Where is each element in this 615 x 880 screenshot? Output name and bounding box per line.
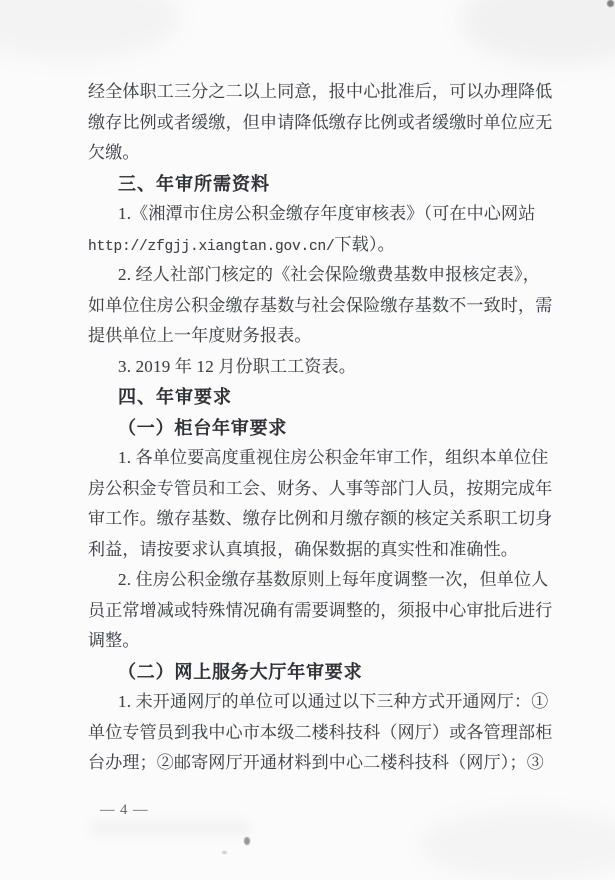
list-item-line: 2. 住房公积金缴存基数原则上每年度调整一次，但单位人 (118, 570, 549, 589)
body-line: 提供单位上一年度财务报表。 (88, 326, 312, 345)
scan-dot-bottom-2 (222, 851, 227, 854)
body-line: 欠缴。 (88, 143, 140, 162)
body-line: 单位专管员到我中心市本级二楼科技科（网厅）或各管理部柜 (88, 722, 553, 742)
scan-noise-top-left (0, 0, 180, 60)
scan-dot-bottom (244, 837, 250, 845)
subsection-heading-2: （二）网上服务大厅年审要求 (118, 661, 363, 682)
section-heading-4: 四、年审要求 (118, 387, 232, 407)
body-line: 调整。 (88, 631, 140, 650)
list-item-line: 2. 经人社部门核定的《社会保险缴费基数申报核定表》， (118, 265, 540, 284)
page-number: — 4 — (100, 802, 149, 818)
subsection-heading-1: （一）柜台年审要求 (118, 417, 288, 438)
list-item-line: 1. 未开通网厅的单位可以通过以下三种方式开通网厅：① (118, 692, 549, 711)
body-line: 员正常增减或特殊情况确有需要调整的，须报中心审批后进行 (88, 600, 553, 620)
url-suffix-text: 下载）。 (334, 234, 395, 254)
url-line (88, 230, 558, 261)
body-line: 利益，请按要求认真填报，确保数据的真实性和准确性。 (88, 539, 518, 559)
scan-speck-top-right (607, 0, 614, 7)
section-heading-3: 三、年审所需资料 (118, 173, 270, 194)
body-line: 台办理；②邮寄网厅开通材料到中心二楼科技科（网厅）；③ (88, 753, 544, 772)
body-line: 缴存比例或者缓缴，但申请降低缴存比例或者缓缴时单位应无 (88, 112, 553, 132)
scan-noise-top-right (460, 0, 615, 65)
list-item-line: 3. 2019 年 12 月份职工工资表。 (118, 356, 356, 376)
text-column (88, 77, 558, 779)
body-line: 审工作。缴存基数、缴存比例和月缴存额的核定关系职工切身 (88, 509, 553, 528)
body-line: 房公积金专管员和工会、财务、人事等部门人员，按期完成年 (88, 478, 553, 498)
body-line: 经全体职工三分之二以上同意，报中心批准后，可以办理降低 (88, 82, 553, 101)
download-url: http://zfgjj.xiangtan.gov.cn/ (88, 238, 335, 255)
list-item-line: 1. 各单位要高度重视住房公积金年审工作，组织本单位住 (118, 448, 549, 467)
list-item-line: 1.《湘潭市住房公积金缴存年度审核表》（可在中心网站 (118, 204, 536, 223)
scan-noise-bottom-left (90, 820, 250, 836)
scan-noise-bottom-right (420, 810, 615, 880)
body-line: 如单位住房公积金缴存基数与社会保险缴存基数不一致时，需 (88, 295, 553, 315)
